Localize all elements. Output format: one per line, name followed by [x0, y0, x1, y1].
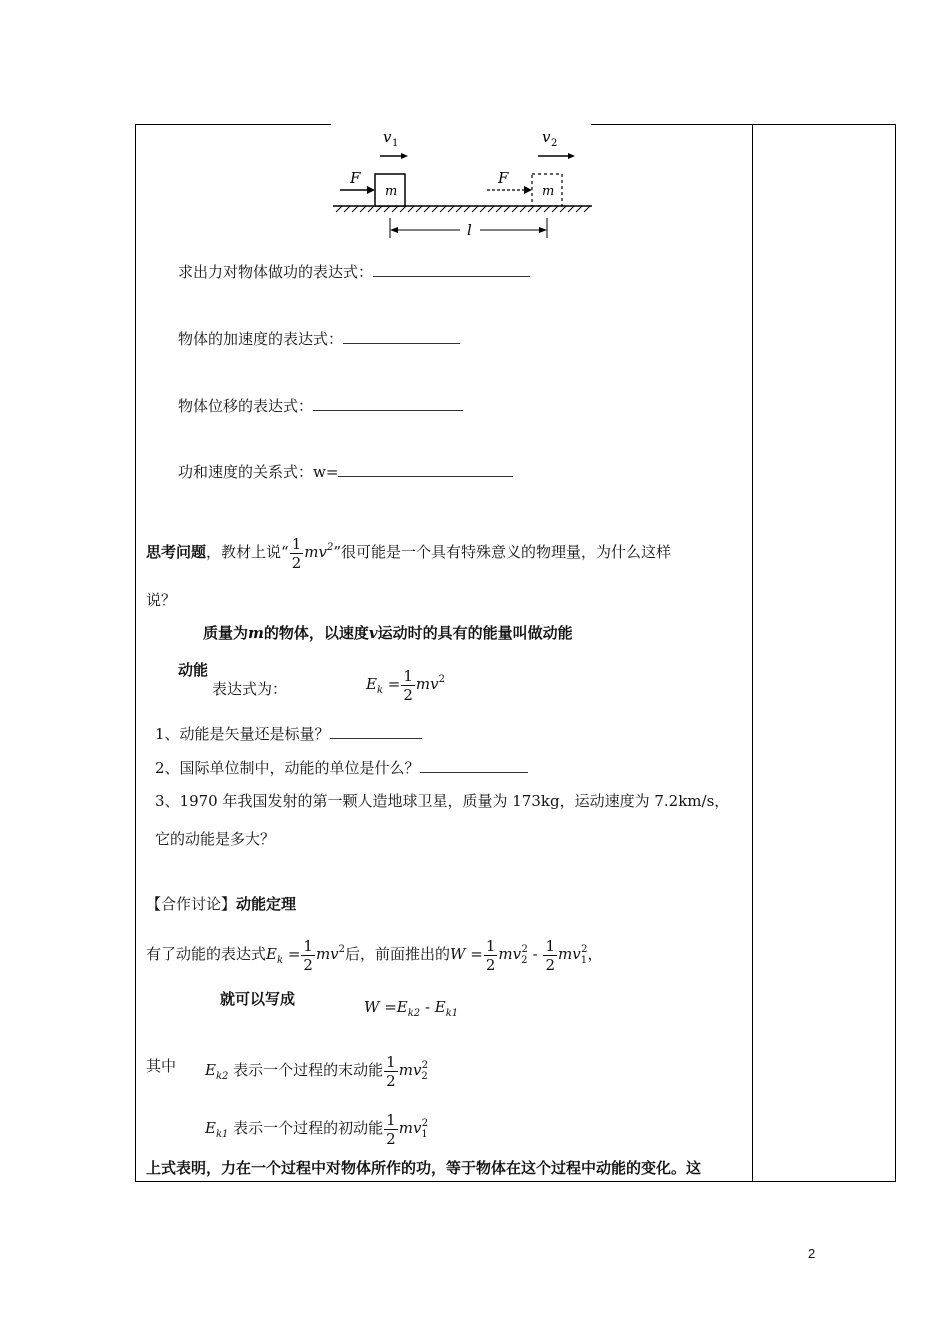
distance-label: l	[467, 221, 472, 239]
question-3-continued: 它的动能是多大？	[155, 830, 276, 848]
velocity-arrowhead-final	[568, 153, 575, 159]
force-label-initial: F	[350, 169, 361, 187]
think-question-text-before: ，教材上说“	[206, 543, 289, 561]
velocity-arrowhead-initial	[401, 153, 408, 159]
block-initial-mass-label: m	[385, 184, 398, 199]
question-1: 1、动能是矢量还是标量？	[155, 724, 422, 744]
answer-blank[interactable]	[313, 397, 463, 411]
question-work-velocity	[178, 462, 513, 482]
question-2: 2、国际单位制中，动能的单位是什么？	[155, 758, 528, 778]
table-column-divider	[752, 124, 753, 1182]
table-right-border	[895, 124, 896, 1182]
question-work-expression	[178, 262, 530, 282]
think-question	[146, 528, 671, 572]
question-work-expression-text: 求出力对物体做功的表达式：	[178, 263, 374, 281]
table-left-border	[135, 124, 136, 1182]
discussion-line1: 有了动能的表达式$E_k$ = $\frac{1}{2}$ $mv^2$后，前面推出的W = $\frac{1}{2}$ $mv_2^2$ - $\frac{1}{2}$ $mv_1^2$，	[146, 936, 603, 974]
half-fraction: $\frac{1}{2}$	[291, 534, 302, 572]
final-kinetic-energy-line: $E_{k2}$ 表示一个过程的末动能 $\frac{1}{2}$ $mv_2^2$	[205, 1052, 429, 1090]
distance-arrowhead-left	[390, 227, 398, 233]
block-final-mass-label: m	[542, 184, 555, 199]
question-3: 3、1970 年我国发射的第一颗人造地球卫星，质量为 173kg，运动速度为 7.2km/s，	[155, 792, 730, 810]
velocity-sub-initial: 1	[392, 138, 399, 149]
discussion-heading: 【合作讨论】动能定理	[146, 895, 297, 913]
think-question-line2: 说？	[146, 591, 177, 609]
question-displacement-text: 物体位移的表达式：	[178, 397, 314, 415]
expression-label: 表达式为：	[212, 680, 288, 698]
force-label-final: F	[498, 169, 509, 187]
question-displacement	[178, 396, 463, 416]
ground-hatching	[336, 206, 590, 212]
rewrite-label: 就可以写成	[220, 990, 296, 1008]
conclusion-text: 上式表明，力在一个过程中对物体所作的功，等于物体在这个过程中动能的变化。这	[146, 1159, 702, 1177]
question-work-velocity-text: 功和速度的关系式：w=	[178, 463, 339, 481]
initial-kinetic-energy-line: $E_{k1}$ 表示一个过程的初动能 $\frac{1}{2}$ $mv_1^2$	[205, 1110, 429, 1148]
mv-squared: $mv^2$	[304, 542, 334, 561]
table-bottom-border	[135, 1181, 896, 1182]
answer-blank[interactable]	[330, 725, 422, 739]
force-arrowhead-final	[524, 186, 532, 194]
velocity-label-initial: v	[383, 128, 392, 146]
force-displacement-diagram	[330, 126, 595, 241]
think-question-text-after: ”很可能是一个具有特殊意义的物理量，为什么这样	[333, 543, 671, 561]
where-label: 其中	[146, 1057, 177, 1075]
table-top-border-left	[135, 124, 331, 125]
table-top-border-right	[591, 124, 896, 125]
velocity-label-final: v	[542, 128, 551, 146]
question-acceleration-text: 物体的加速度的表达式：	[178, 330, 344, 348]
answer-blank[interactable]	[373, 263, 530, 277]
think-question-label: 思考问题	[146, 543, 207, 561]
answer-blank[interactable]	[420, 759, 528, 773]
force-arrowhead-initial	[367, 186, 375, 194]
kinetic-energy-definition: 质量为m的物体，以速度v运动时的具有的能量叫做动能	[203, 624, 573, 642]
kinetic-energy-label: 动能	[178, 661, 209, 679]
answer-blank[interactable]	[338, 463, 513, 477]
work-energy-theorem-formula: $W =E_{k2} - E_{k1}$	[364, 998, 459, 1019]
kinetic-energy-formula: $E_k$ = $\frac{1}{2}$ $mv^2$	[366, 666, 445, 704]
page-number: 2	[808, 1246, 816, 1261]
velocity-sub-final: 2	[551, 138, 558, 149]
distance-arrowhead-right	[539, 227, 547, 233]
question-acceleration	[178, 329, 460, 349]
answer-blank[interactable]	[343, 330, 460, 344]
